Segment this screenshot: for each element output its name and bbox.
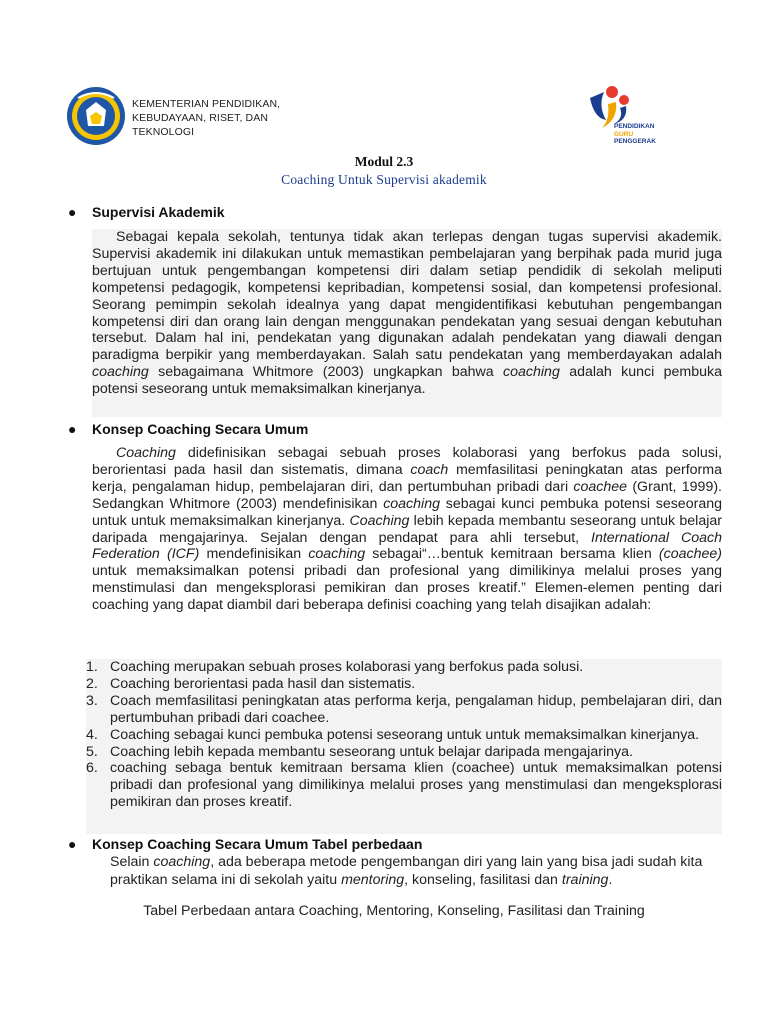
text-run-italic: coaching (503, 364, 560, 381)
text-run: untuk memaksimalkan potensi pribadi dan profesional yang dimilikinya melalui proses yang menstimulasi dan mengeksplorasi pemikiran dan proses kreatif.” Elemen-elemen penting dari coaching yang dapat diambil dari beberapa definisi coaching yang telah disajikan adalah: (92, 563, 722, 614)
text-run: adalah kunci pembuka potensi seseorang untuk memaksimalkan kinerjanya. (92, 364, 722, 398)
text-run-italic: coaching (153, 854, 211, 870)
list-number: 4. (86, 726, 98, 743)
bullet-icon: ● (68, 421, 77, 437)
konsep-paragraph (92, 445, 722, 614)
ministry-line: TEKNOLOGI (132, 126, 195, 138)
list-number: 5. (86, 743, 98, 760)
text-run: lebih kepada membantu seseorang untuk belajar daripada mengajarinya. Sejalan dengan pendapat para ahli tersebut, (92, 512, 722, 546)
list-item (86, 693, 722, 727)
text-run-italic: mentoring (341, 872, 405, 888)
tabel-paragraph (110, 853, 730, 889)
list-item (86, 676, 722, 693)
list-number: 6. (86, 760, 98, 777)
list-item (86, 659, 722, 676)
list-text: Coaching merupakan sebuah proses kolaborasi yang berfokus pada solusi. (110, 659, 584, 675)
module-title: Coaching Untuk Supervisi akademik (281, 172, 487, 187)
ministry-name (132, 97, 280, 139)
list-text: Coaching sebagai kunci pembuka potensi seseorang untuk untuk memaksimalkan kinerjanya. (110, 726, 700, 743)
text-run: sebagai kunci pembuka potensi seseorang untuk untuk memaksimalkan kinerjanya. (92, 495, 722, 529)
coaching-elements-list (86, 659, 722, 834)
text-run-italic: Coaching (349, 512, 410, 529)
text-run-italic: coaching (308, 546, 366, 563)
text-run: sebagai“…bentuk kemitraan bersama klien (365, 546, 659, 563)
text-run: Sebagai kepala sekolah, tentunya tidak akan terlepas dengan tugas supervisi akademik. Supervisi akademik ini dilakukan untuk memastikan pembelajaran yang berpihak pada murid juga bertujuan untuk pengembangan kompetensi diri dalam setiap pendidik di sekolah meliputi kompetensi pedagogik, kompetensi kepribadian, kompetensi sosial, dan kompetensi profesional. Seorang pemimpin sekolah idealnya yang dapat mengidentifikasi kebutuhan pengembangan kompetensi diri dan orang lain dengan menggunakan pendekatan yang sesuai dengan kebutuhan tersebut. Dalam hal ini, pendekatan yang digunakan adalah pendekatan yang diawali dengan paradigma berpikir yang memberdayakan. Salah satu pendekatan yang memberdayakan adalah (92, 229, 722, 364)
text-run-italic: coaching (383, 495, 440, 512)
section-heading (68, 836, 422, 852)
page-header (0, 0, 768, 150)
text-run-italic: coach (410, 461, 449, 478)
ministry-line: KEMENTERIAN PENDIDIKAN, (132, 98, 281, 110)
wordmark-line: PENDIDIKAN (614, 123, 655, 130)
text-run: didefinisikan sebagai sebuah proses kolaborasi yang berfokus pada solusi, berorientasi pada hasil dan sistematis, dimana (92, 445, 722, 478)
heading-text: Konsep Coaching Secara Umum (92, 421, 309, 437)
text-run-italic: coachee (573, 478, 628, 495)
text-run-italic: International Coach Federation (ICF) (92, 529, 722, 563)
section-heading (68, 421, 308, 437)
module-number: Modul 2.3 (354, 154, 414, 169)
list-text: coaching sebaga bentuk kemitraan bersama klien (coachee) untuk memaksimalkan potensi pribadi dan profesional yang dimilikinya melalui proses yang menstimulasi dan mengeksplorasi pemikiran dan proses kreatif. (110, 760, 722, 811)
text-run: memfasilitasi peningkatan atas performa kerja, pengalaman hidup, pembelajaran diri, dan pertumbuhan pribadi dari (92, 461, 722, 495)
supervisi-paragraph (92, 229, 722, 417)
heading-text: Supervisi Akademik (92, 204, 225, 220)
guru-penggerak-wordmark (614, 123, 656, 146)
wordmark-line: PENGGERAK (614, 138, 656, 145)
list-item (86, 727, 722, 744)
text-run-italic: Coaching (116, 445, 176, 461)
bullet-icon: ● (68, 204, 77, 220)
bullet-icon: ● (68, 836, 77, 852)
list-text: Coaching lebih kepada membantu seseorang untuk belajar daripada mengajarinya. (110, 743, 633, 760)
section-heading (68, 204, 225, 220)
list-number: 3. (86, 692, 98, 709)
list-number: 1. (86, 659, 98, 675)
list-item (86, 744, 722, 761)
list-number: 2. (86, 675, 98, 692)
text-run-italic: coaching (92, 364, 149, 381)
text-run: . (608, 872, 613, 888)
list-item (86, 760, 722, 811)
ministry-line: KEBUDAYAAN, RISET, DAN (132, 112, 269, 124)
text-run: (Grant, 1999). Sedangkan Whitmore (2003) mendefinisikan (92, 478, 723, 512)
ministry-logo (64, 86, 128, 146)
text-run: , ada beberapa metode pengembangan diri yang lain yang bisa jadi sudah kita praktikan selama ini di sekolah yaitu (110, 854, 703, 888)
text-run-italic: (coachee) (658, 546, 722, 563)
table-caption: Tabel Perbedaan antara Coaching, Mentoring, Konseling, Fasilitasi dan Training (143, 903, 645, 919)
list-text: Coach memfasilitasi peningkatan atas performa kerja, pengalaman hidup, pembelajaran diri, dan pertumbuhan pribadi dari coachee. (110, 692, 722, 726)
text-run: mendefinisikan (199, 546, 309, 563)
text-run: , konseling, fasilitasi dan (404, 872, 562, 888)
text-run-italic: training (561, 872, 609, 888)
text-run: Selain (110, 854, 154, 870)
wordmark-line: GURU (614, 130, 634, 138)
text-run: sebagaimana Whitmore (2003) ungkapkan bahwa (148, 364, 504, 381)
heading-text: Konsep Coaching Secara Umum Tabel perbedaan (92, 836, 423, 852)
list-text: Coaching berorientasi pada hasil dan sistematis. (110, 675, 416, 692)
